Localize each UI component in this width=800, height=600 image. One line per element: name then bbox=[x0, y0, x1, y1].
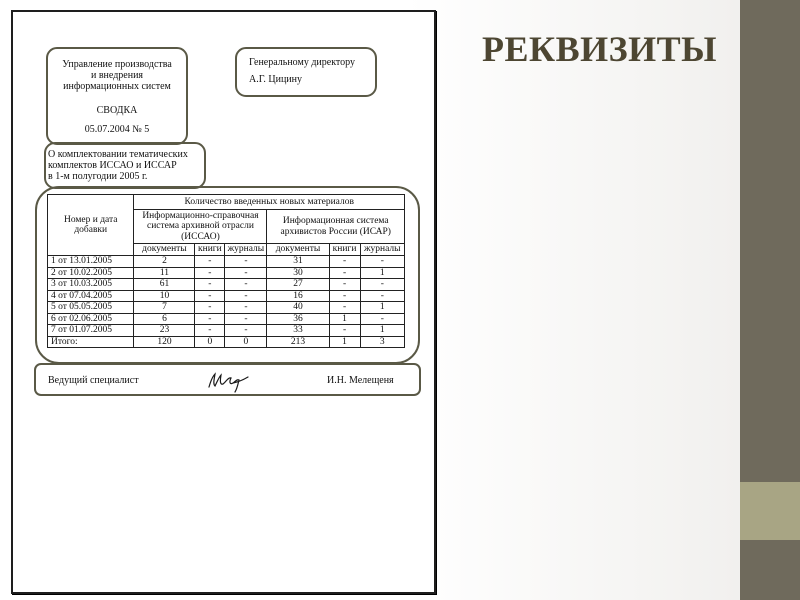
table-cell: 6 bbox=[134, 313, 195, 325]
issuer-line-2: и внедрения bbox=[90, 70, 144, 81]
table-cell: 31 bbox=[267, 256, 329, 268]
table-cell: 4 от 07.04.2005 bbox=[48, 290, 134, 302]
table-cell: - bbox=[225, 313, 267, 325]
addressee-line-2: А.Г. Цицину bbox=[249, 74, 303, 85]
table-cell: 1 bbox=[360, 267, 404, 279]
table-cell: - bbox=[360, 290, 404, 302]
table-row bbox=[48, 302, 405, 314]
table-cell: - bbox=[360, 256, 404, 268]
table-cell: - bbox=[195, 290, 225, 302]
table-sub-issao-books: книги bbox=[195, 244, 225, 256]
table-sub-isar-docs: документы bbox=[267, 244, 329, 256]
issuer-line-3: информационных систем bbox=[63, 81, 171, 92]
signature-mark bbox=[206, 370, 250, 394]
table-row bbox=[48, 313, 405, 325]
table-header-isar: Информационная система архивистов России (ИСАР) bbox=[267, 210, 405, 244]
table-cell: 33 bbox=[267, 325, 329, 337]
document-type: СВОДКА bbox=[96, 105, 138, 116]
table-cell: 10 bbox=[134, 290, 195, 302]
table-cell: 1 от 13.01.2005 bbox=[48, 256, 134, 268]
table-cell: - bbox=[225, 279, 267, 291]
table-cell: - bbox=[195, 325, 225, 337]
subject-line-3: в 1-м полугодии 2005 г. bbox=[48, 171, 148, 182]
table-cell: 5 от 05.05.2005 bbox=[48, 302, 134, 314]
table-row bbox=[48, 325, 405, 337]
table-cell: - bbox=[225, 325, 267, 337]
signer-position: Ведущий специалист bbox=[48, 375, 139, 386]
table-cell: 11 bbox=[134, 267, 195, 279]
table-cell: - bbox=[329, 325, 360, 337]
table-cell: - bbox=[329, 302, 360, 314]
subject-line-1: О комплектовании тематических bbox=[48, 149, 188, 160]
table-cell: 1 bbox=[329, 313, 360, 325]
table-cell: - bbox=[195, 256, 225, 268]
table-cell: 3 bbox=[360, 336, 404, 348]
table-sub-isar-books: книги bbox=[329, 244, 360, 256]
table-cell: - bbox=[225, 302, 267, 314]
table-row bbox=[48, 290, 405, 302]
table-sub-isar-journals: журналы bbox=[360, 244, 404, 256]
table-header-issao: Информационно-справочная система архивной отрасли (ИССАО) bbox=[134, 210, 267, 244]
table-cell: - bbox=[329, 267, 360, 279]
table-cell: - bbox=[360, 279, 404, 291]
table-cell: - bbox=[195, 279, 225, 291]
table-cell: 7 bbox=[134, 302, 195, 314]
table-cell: - bbox=[225, 256, 267, 268]
addressee-line-1: Генеральному директору bbox=[249, 57, 356, 68]
table-sub-issao-docs: документы bbox=[134, 244, 195, 256]
table-cell: - bbox=[195, 313, 225, 325]
side-decor-accent bbox=[740, 482, 800, 540]
table-cell: 0 bbox=[225, 336, 267, 348]
table-cell: Итого: bbox=[48, 336, 134, 348]
table-cell: 40 bbox=[267, 302, 329, 314]
table-cell: 213 bbox=[267, 336, 329, 348]
table-cell: 1 bbox=[360, 302, 404, 314]
table-total-row bbox=[48, 336, 405, 348]
table-cell: 7 от 01.07.2005 bbox=[48, 325, 134, 337]
table-cell: 2 от 10.02.2005 bbox=[48, 267, 134, 279]
table-cell: 61 bbox=[134, 279, 195, 291]
table-row bbox=[48, 279, 405, 291]
table-cell: 16 bbox=[267, 290, 329, 302]
table-cell: 1 bbox=[360, 325, 404, 337]
signer-name: И.Н. Мелещеня bbox=[327, 375, 394, 386]
table-cell: - bbox=[195, 267, 225, 279]
issuer-line-1: Управление производства bbox=[62, 59, 172, 70]
table-cell: - bbox=[329, 256, 360, 268]
table-cell: 3 от 10.03.2005 bbox=[48, 279, 134, 291]
table-cell: 23 bbox=[134, 325, 195, 337]
table-sub-issao-journals: журналы bbox=[225, 244, 267, 256]
summary-table bbox=[47, 194, 405, 348]
table-cell: - bbox=[329, 279, 360, 291]
table-header-number-date: Номер и дата добавки bbox=[48, 195, 134, 256]
table-cell: - bbox=[225, 267, 267, 279]
slide-title: РЕКВИЗИТЫ bbox=[482, 29, 717, 69]
table-cell: 30 bbox=[267, 267, 329, 279]
table-cell: 0 bbox=[195, 336, 225, 348]
table-cell: - bbox=[195, 302, 225, 314]
table-cell: 120 bbox=[134, 336, 195, 348]
table-header-group: Количество введенных новых материалов bbox=[134, 195, 405, 210]
table-cell: - bbox=[225, 290, 267, 302]
table-cell: 36 bbox=[267, 313, 329, 325]
document-date-number: 05.07.2004 № 5 bbox=[84, 124, 150, 135]
table-cell: - bbox=[329, 290, 360, 302]
table-row bbox=[48, 256, 405, 268]
subject-line-2: комплектов ИССАО и ИССАР bbox=[48, 160, 177, 171]
table-cell: 27 bbox=[267, 279, 329, 291]
addressee-callout bbox=[235, 47, 377, 97]
table-cell: 6 от 02.06.2005 bbox=[48, 313, 134, 325]
table-cell: 1 bbox=[329, 336, 360, 348]
table-cell: - bbox=[360, 313, 404, 325]
table-row bbox=[48, 267, 405, 279]
table-cell: 2 bbox=[134, 256, 195, 268]
